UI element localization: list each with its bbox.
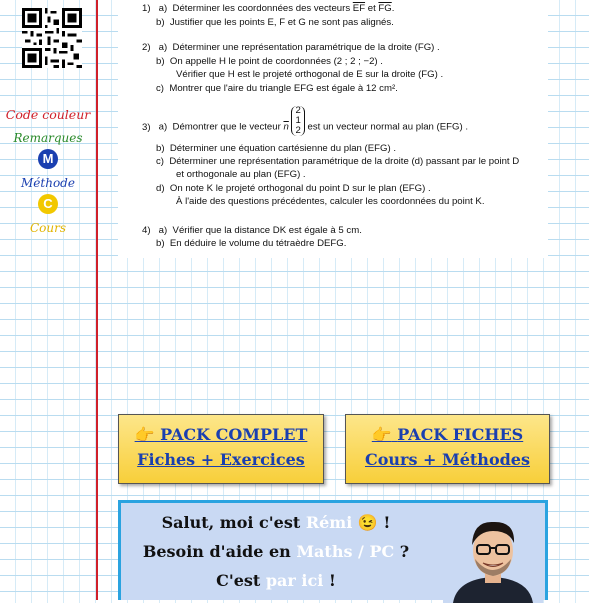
worksheet [118,0,548,258]
methode-badge-icon: M [38,149,58,169]
legend-title: Code couleur [5,107,91,122]
margin-line [96,0,98,600]
question-2b-cont: Vérifier que H est le projeté orthogonal de E sur la droite (FG) . [176,69,444,80]
question-1a: 1) a) Déterminer les coordonnées des vecteurs $\overline{EF}$ et $\overline{FG}$. [142,3,395,14]
question-2b: b) On appelle H le point de coordonnées (2 ; 2 ; −2) . [156,56,383,67]
question-3d: d) On note K le projeté orthogonal du point D sur le plan (EFG) . [156,183,431,194]
banner-line-3[interactable]: C'est par ici ! [216,571,336,590]
question-3d-cont: À l'aide des questions précédentes, calculer les coordonnées du point K. [176,196,485,207]
question-2c: c) Montrer que l'aire du triangle EFG est égale à 12 cm². [156,83,398,94]
pack-fiches-button[interactable] [345,414,550,484]
question-3c: c) Déterminer une représentation paramétrique de la droite (d) passant par le point D [156,156,520,167]
pack-fiches-subtitle: Cours + Méthodes [365,450,530,469]
pack-fiches-title: PACK FICHES [397,425,524,444]
contact-banner[interactable] [118,500,548,600]
banner-line-2: Besoin d'aide en Maths / PC ? [142,542,410,561]
cours-badge-icon: C [38,194,58,214]
pointing-hand-icon: 👉 [134,425,155,444]
question-2a: 2) a) Déterminer une représentation paramétrique de la droite (FG) . [142,42,440,53]
question-4a: 4) a) Vérifier que la distance DK est égale à 5 cm. [142,225,362,236]
legend-remarques: Remarques [13,131,83,145]
legend-cours: Cours [29,221,67,235]
question-3c-cont: et orthogonale au plan (EFG) . [176,169,306,180]
question-3b: b) Déterminer une équation cartésienne du plan (EFG) . [156,143,396,154]
pack-complet-subtitle: Fiches + Exercices [137,450,305,469]
question-1b: b) Justifier que les points E, F et G ne sont pas alignés. [156,17,394,28]
question-4b: b) En déduire le volume du tétraèdre DEFG. [156,238,347,249]
pack-complet-title: PACK COMPLET [160,425,308,444]
question-3a: 3) a) Démontrer que le vecteur $\overline{n}$ 2 1 2 est un vecteur normal au plan (EFG) . [142,105,468,136]
banner-line-1: Salut, moi c'est Rémi 😉 ! [161,513,391,532]
avatar [443,507,543,603]
legend-methode: Méthode [21,176,75,190]
pointing-hand-icon: 👉 [371,425,392,444]
pack-complet-button[interactable] [118,414,324,484]
qr-code[interactable] [22,8,82,68]
